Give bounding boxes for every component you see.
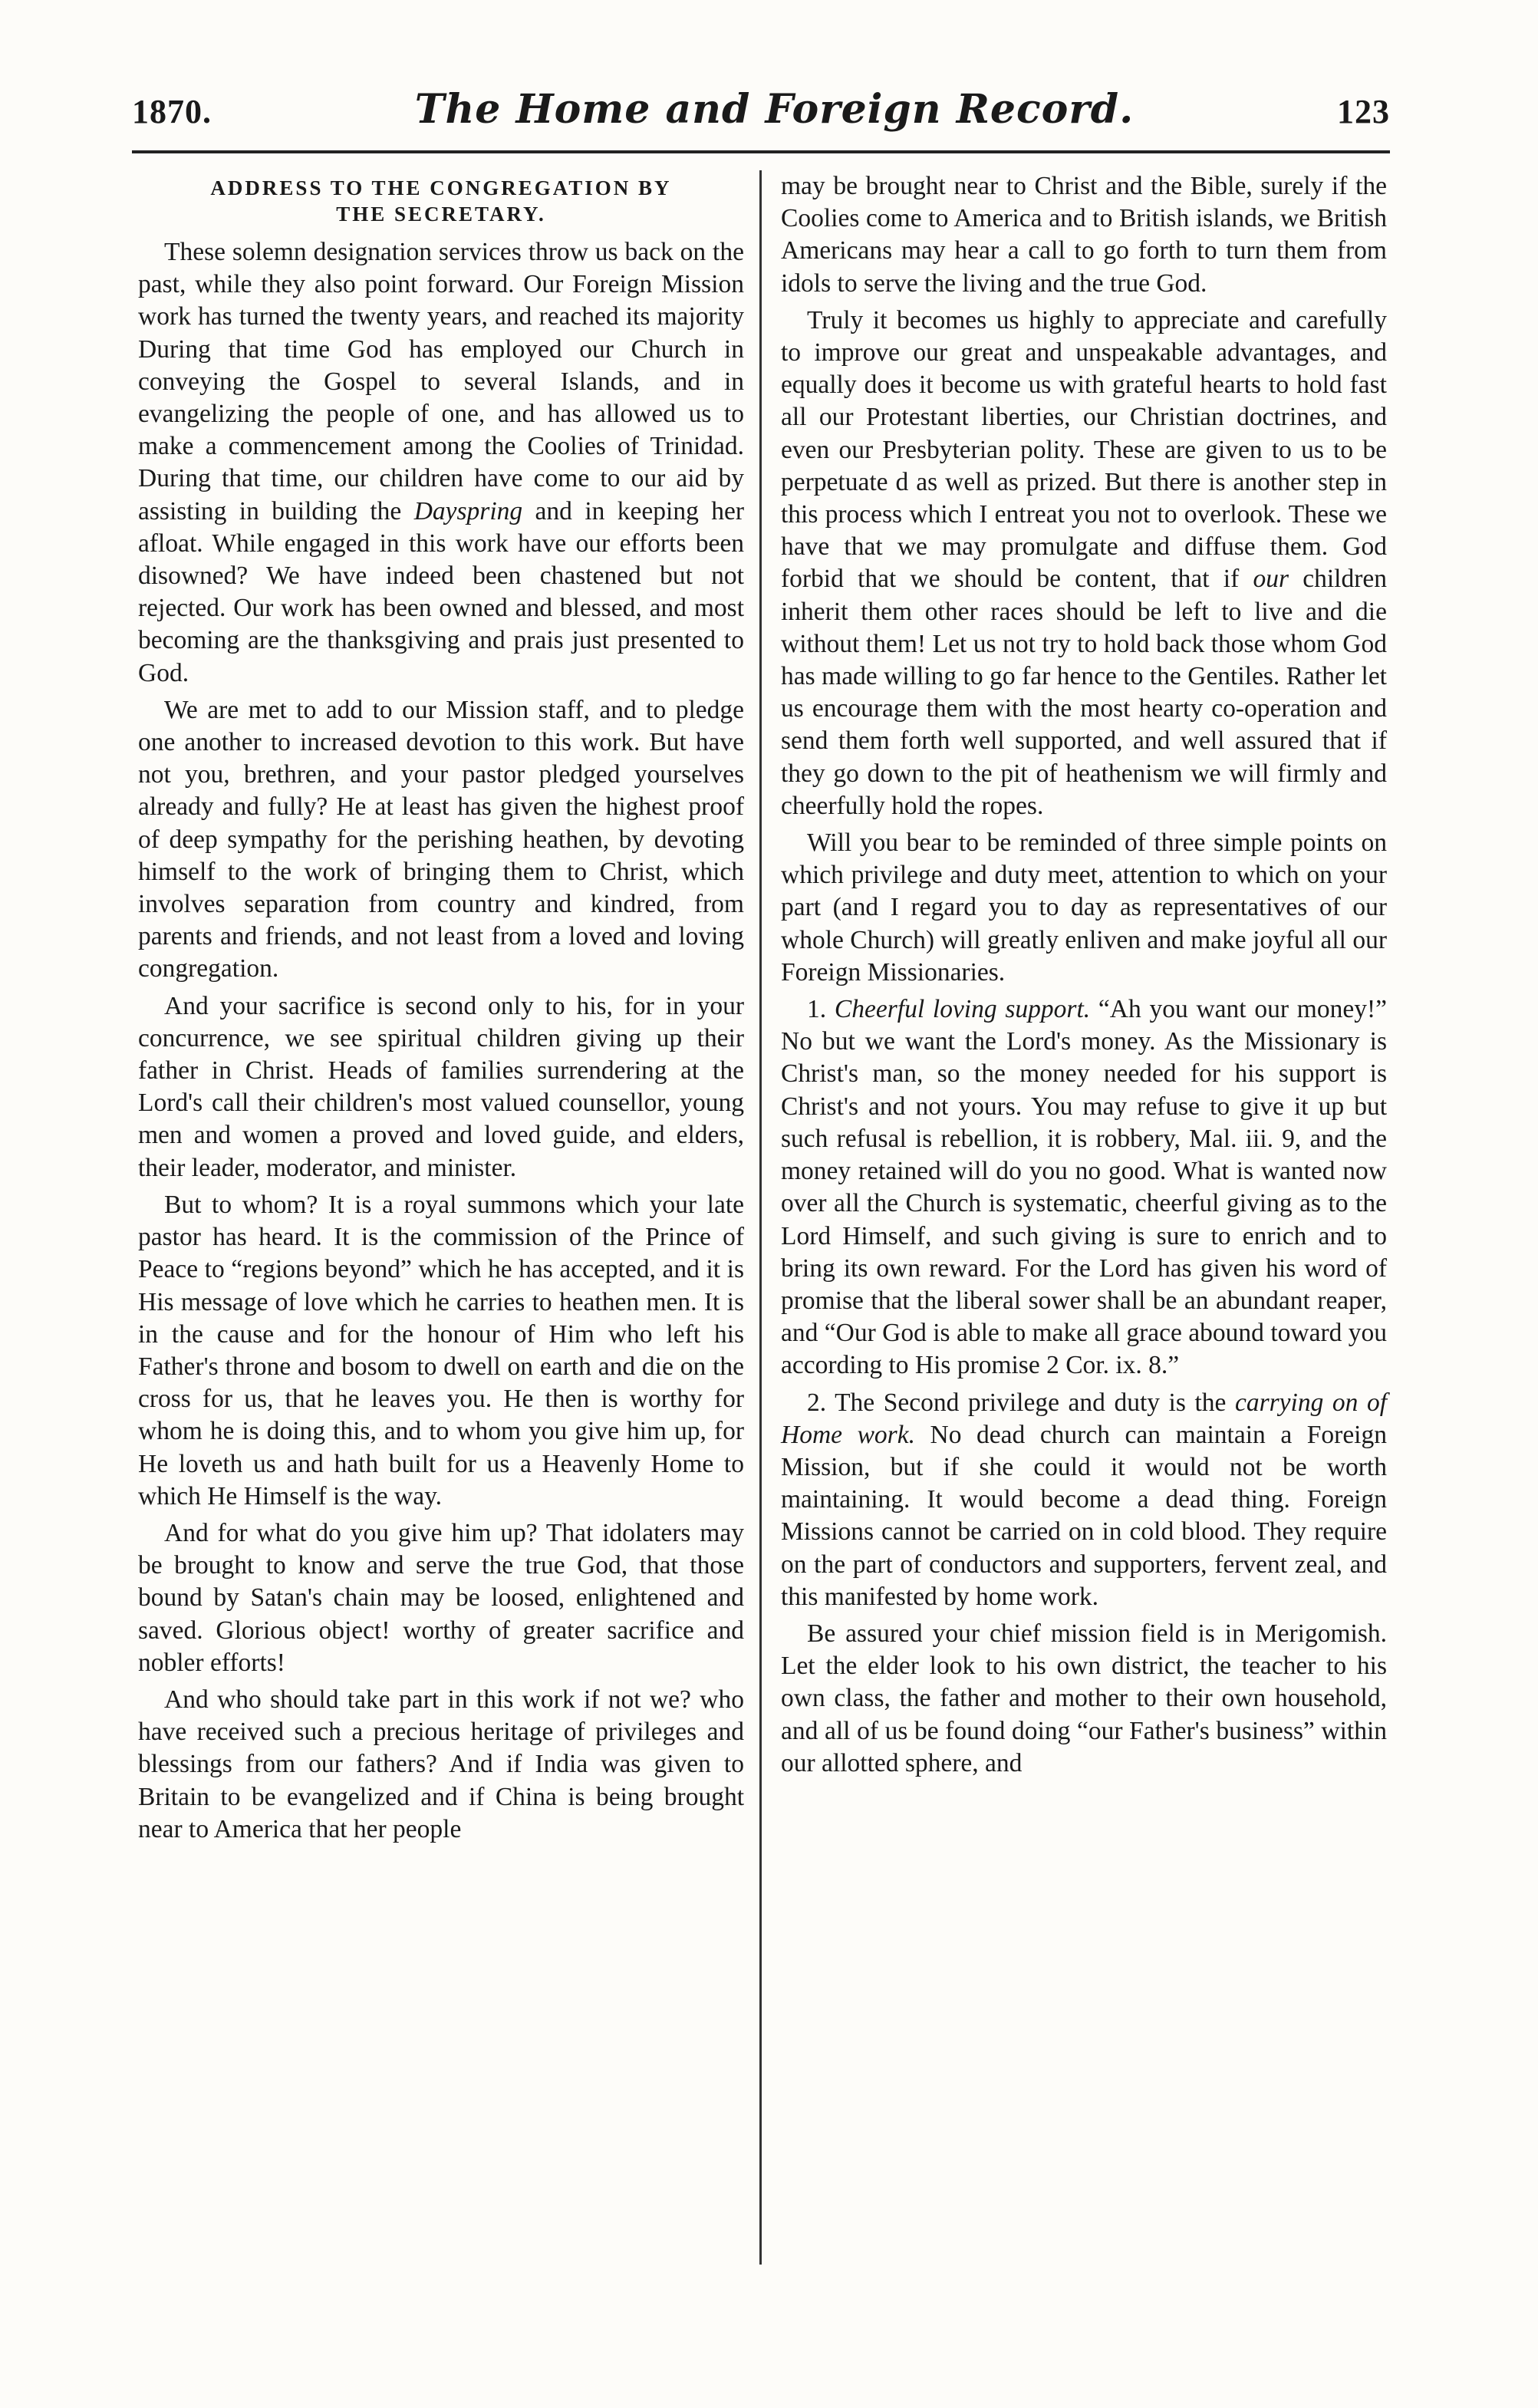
header-year: 1870. bbox=[132, 93, 212, 130]
left-column bbox=[138, 170, 744, 1850]
paragraph: And your sacrifice is second only to his, for in your concurrence, we see spiritual children giving up their father in Christ. Heads of families surrendering at the Lord's call their children's most valued counsellor, young men and women a proved and loved guide, and elders, their leader, moderator, and minister. bbox=[138, 991, 744, 1182]
masthead-title: The Home and Foreign Record. bbox=[414, 86, 1135, 133]
paragraph: But to whom? It is a royal summons which your late pastor has heard. It is the commission of the Prince of Peace to “regions beyond” which he has accepted, and it is His message of love which he carries to heathen men. It is in the cause and for the honour of Him who left his Father's throne and bosom to dwell on earth and die on the cross for us, that he leaves you. He then is worthy for whom he is doing this, and to whom you give him up, for He loveth us and hath built for us a Heavenly Home to which He Himself is the way. bbox=[138, 1190, 744, 1510]
paragraph: Be assured your chief mission field is in Merigomish. Let the elder look to his own district, the teacher to his own class, the father and mother to their own household, and all of us be found doing “our Father's business” within our allotted sphere, and bbox=[781, 1619, 1387, 1777]
paragraph: We are met to add to our Mission staff, and to pledge one another to increased devotion to this work. But have not you, brethren, and your pastor pledged yourselves already and fully? He at least has given the highest proof of deep sympathy for the perishing heathen, by devoting himself to the work of bringing them to Christ, which involves separation from country and kindred, from parents and friends, and not least from a loved and loving congregation. bbox=[138, 695, 744, 983]
paragraph: Truly it becomes us highly to appreciate and carefully to improve our great and unspeakable advantages, and equally does it become us with grateful hearts to hold fast all our Protestant liberties, our Christian doctrines, and even our Presbyterian polity. These are given to us to be perpetuate d as well as prized. But there is another step in this process which I entreat you not to overlook. These we have that we may promulgate and diffuse them. God forbid that we should be content, that if our children inherit them other races should be left to live and die without them! Let us not try to hold back those whom God has made willing to go far hence to the Gentiles. Rather let us encourage them with the most hearty co-operation and send them forth well supported, and well assured that if they go down to the pit of heathenism we will firmly and cheerfully hold the ropes. bbox=[781, 305, 1388, 820]
column-divider bbox=[759, 170, 762, 2265]
page-number: 123 bbox=[1336, 93, 1390, 130]
paragraph: And for what do you give him up? That idolaters may be brought to know and serve the true God, that those bound by Satan's chain may be loosed, enlightened and saved. Glorious object! worthy of greater sacrifice and nobler efforts! bbox=[138, 1518, 744, 1677]
heading-line-1: ADDRESS TO THE CONGREGATION BY bbox=[210, 176, 672, 199]
paragraph: And who should take part in this work if not we? who have received such a precious heritage of privileges and blessings from our fathers? And if India was given to Britain to be evangelized and if China is being brought near to America that her people bbox=[138, 1685, 744, 1843]
page-header bbox=[132, 86, 1390, 147]
header-rule bbox=[132, 150, 1390, 153]
paragraph: may be brought near to Christ and the Bible, surely if the Coolies come to America and to British islands, we British Americans may hear a call to go forth to turn them from idols to serve the living and the true God. bbox=[781, 172, 1387, 298]
paragraph: 2. The Second privilege and duty is the carrying on of Home work. No dead church can maintain a Foreign Mission, but if she could it would not be worth maintaining. It would become a dead thing. Foreign Missions cannot be carried on in cold blood. They require on the part of conductors and supporters, fervent zeal, and this manifested by home work. bbox=[781, 1388, 1387, 1611]
paragraph: Will you bear to be reminded of three simple points on which privilege and duty meet, attention to which on your part (and I regard you to day as representatives of our whole Church) will greatly enliven and make joyful all our Foreign Missionaries. bbox=[781, 828, 1387, 987]
paragraph: 1. Cheerful loving support. “Ah you want our money!” No but we want the Lord's money. As the Missionary is Christ's man, so the money needed for his support is Christ's and not yours. You may refuse to give it up but such refusal is rebellion, it is robbery, Mal. iii. 9, and the money retained will do you no good. What is wanted now over all the Church is systematic, cheerful giving as to the Lord Himself, and such giving is sure to enrich and to bring its own reward. For the Lord has given his word of promise that the liberal sower shall be an abundant reaper, and “Our God is able to make all grace abound toward you according to His promise 2 Cor. ix. 8.” bbox=[781, 995, 1387, 1380]
paragraph: These solemn designation services throw us back on the past, while they also point forward. Our Foreign Mission work has turned the twenty years, and reached its majority During that time God has employed our Church in conveying the Gospel to several Islands, and in evangelizing the people of one, and has allowed us to make a commencement among the Coolies of Trinidad. During that time, our children have come to our aid by assisting in building the Dayspring and in keeping her afloat. While engaged in this work have our efforts been disowned? We have indeed been chastened but not rejected. Our work has been owned and blessed, and most becoming are the thanksgiving and prais just presented to God. bbox=[138, 238, 745, 687]
heading-line-2: THE SECRETARY. bbox=[336, 203, 546, 226]
right-column bbox=[781, 170, 1387, 1784]
section-heading bbox=[138, 175, 744, 227]
